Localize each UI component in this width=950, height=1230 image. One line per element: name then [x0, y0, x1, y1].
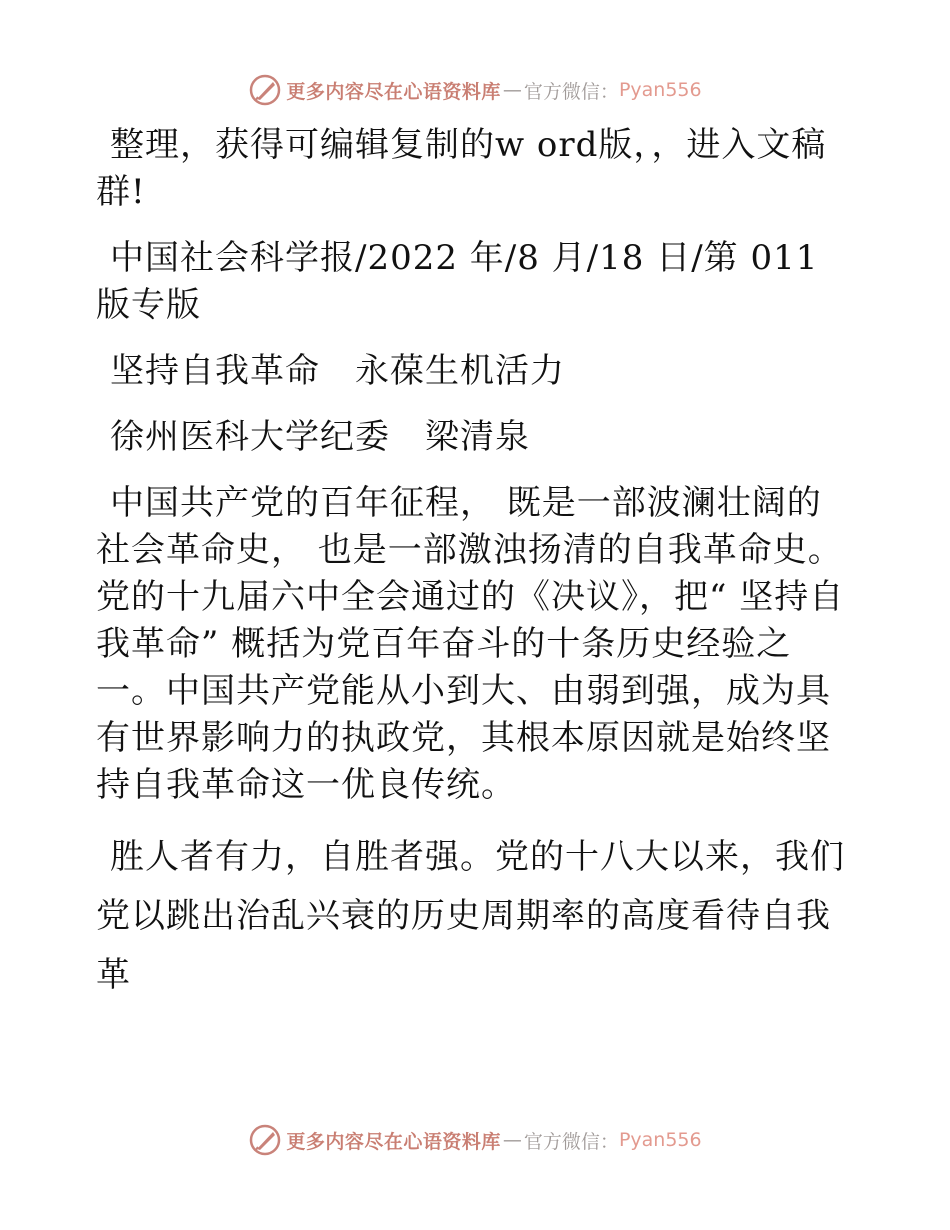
quill-pen-logo-icon: [248, 1123, 282, 1157]
body-paragraph: 胜人者有力，自胜者强。党的十八大以来，我们党以跳出治乱兴衰的历史周期率的高度看待自我革: [96, 837, 845, 995]
document-body: [96, 122, 848, 1024]
quill-pen-logo-icon: [248, 73, 282, 107]
footer-banner: [0, 1120, 950, 1160]
header-banner: [0, 70, 950, 110]
banner-text: 更多内容尽在心语资料库: [286, 1130, 501, 1153]
banner-dash: —: [502, 79, 522, 101]
article-author: 徐州医科大学纪委 梁清泉: [110, 417, 530, 457]
article-title: 坚持自我革命 永葆生机活力: [110, 351, 565, 391]
banner-text: 更多内容尽在心语资料库: [286, 80, 501, 103]
banner-wechat-label: 官方微信：: [523, 1130, 619, 1153]
source-line: 中国社会科学报/2022 年/8 月/18 日/第 011 版专版: [96, 238, 819, 325]
body-paragraph: 中国共产党的百年征程， 既是一部波澜壮阔的社会革命史， 也是一部激浊扬清的自我革命史。党的十九届六中全会通过的《决议》，把“ 坚持自我革命” 概括为党百年奋斗的十条历史经验之一。中国共产党能从小到大、由弱到强，成为具有世界影响力的执政党，其根本原因就是始终坚持自我革命这一优良传统。: [96, 483, 845, 805]
banner-wechat-id: Pyan556: [618, 79, 702, 101]
banner-wechat-label: 官方微信：: [523, 80, 619, 103]
intro-paragraph: 整理，获得可编辑复制的w ord版，，进入文稿群!: [96, 125, 827, 212]
banner-dash: —: [502, 1129, 522, 1151]
banner-wechat-id: Pyan556: [618, 1129, 702, 1151]
